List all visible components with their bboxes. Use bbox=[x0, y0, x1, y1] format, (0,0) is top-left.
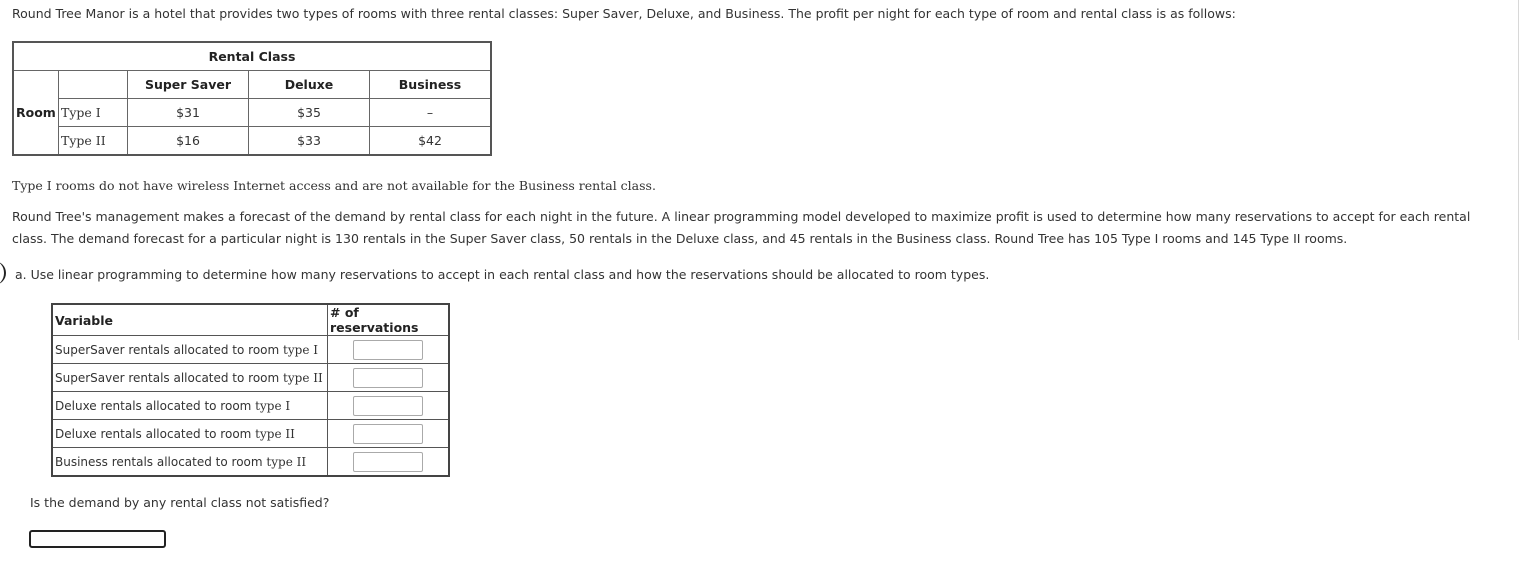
variable-header: Variable bbox=[52, 304, 328, 336]
room-type: type II bbox=[255, 426, 295, 441]
rental-class-header: Rental Class bbox=[13, 42, 491, 71]
variable-prefix: SuperSaver rentals allocated to room bbox=[55, 370, 284, 385]
reservations-input-supersaver-type-ii[interactable] bbox=[353, 368, 423, 388]
question-a: a. Use linear programming to determine how many reservations to accept in each rental class and how the reservations should be allocated to room types. bbox=[15, 267, 990, 282]
profit-cell: $42 bbox=[370, 127, 492, 156]
input-cell bbox=[328, 364, 450, 392]
answer-table bbox=[51, 303, 450, 477]
room-label: Room bbox=[13, 71, 59, 156]
variable-label bbox=[52, 364, 328, 392]
variable-prefix: Business rentals allocated to room bbox=[55, 454, 267, 469]
variable-prefix: Deluxe rentals allocated to room bbox=[55, 398, 256, 413]
reservations-input-business-type-ii[interactable] bbox=[353, 452, 423, 472]
scrollbar-edge bbox=[1518, 0, 1519, 340]
profit-cell: $35 bbox=[249, 99, 370, 127]
col-header-business: Business bbox=[370, 71, 492, 99]
reservations-input-deluxe-type-i[interactable] bbox=[353, 396, 423, 416]
profit-cell: – bbox=[370, 99, 492, 127]
room-type: type II bbox=[266, 454, 307, 469]
variable-label bbox=[52, 448, 328, 477]
reservations-input-deluxe-type-ii[interactable] bbox=[353, 424, 423, 444]
room-type: type I bbox=[283, 342, 318, 357]
col-header-super-saver: Super Saver bbox=[128, 71, 249, 99]
room-type: type II bbox=[283, 370, 323, 385]
demand-select-dropdown[interactable] bbox=[29, 530, 166, 548]
demand-question: Is the demand by any rental class not satisfied? bbox=[30, 495, 330, 510]
row-label-type-ii: Type II bbox=[59, 127, 128, 156]
room-type: type I bbox=[255, 398, 291, 413]
input-cell bbox=[328, 420, 450, 448]
wireless-note bbox=[12, 178, 656, 193]
profit-cell: $31 bbox=[128, 99, 249, 127]
input-cell bbox=[328, 392, 450, 420]
variable-label bbox=[52, 392, 328, 420]
reservations-header: # of reservations bbox=[328, 304, 450, 336]
row-label-type-i: Type I bbox=[59, 99, 128, 127]
profit-cell: $16 bbox=[128, 127, 249, 156]
note-text: Type I rooms do not have wireless Internet access and are not available for the Business rental class. bbox=[12, 178, 656, 193]
intro-text: Round Tree Manor is a hotel that provides two types of rooms with three rental classes: Super Saver, Deluxe, and Business. The profit per night for each type of room and rental class is as follows: bbox=[12, 6, 1236, 21]
input-cell bbox=[328, 448, 450, 477]
variable-prefix: Deluxe rentals allocated to room bbox=[55, 426, 256, 441]
col-header-deluxe: Deluxe bbox=[249, 71, 370, 99]
profit-table bbox=[12, 41, 492, 156]
variable-label bbox=[52, 336, 328, 364]
input-cell bbox=[328, 336, 450, 364]
variable-label bbox=[52, 420, 328, 448]
variable-prefix: SuperSaver rentals allocated to room bbox=[55, 342, 284, 357]
question-marker bbox=[0, 261, 6, 285]
reservations-input-supersaver-type-i[interactable] bbox=[353, 340, 423, 360]
blank-corner-cell bbox=[59, 71, 128, 99]
profit-cell: $33 bbox=[249, 127, 370, 156]
forecast-text: Round Tree's management makes a forecast of the demand by rental class for each night in the future. A linear programming model developed to maximize profit is used to determine how many reservations to accept for each rental class. The demand forecast for a particular night is 130 rentals in the Super Saver class, 50 rentals in the Deluxe class, and 45 rentals in the Business class. Round Tree has 105 Type I rooms and 145 Type II rooms. bbox=[12, 209, 1471, 246]
